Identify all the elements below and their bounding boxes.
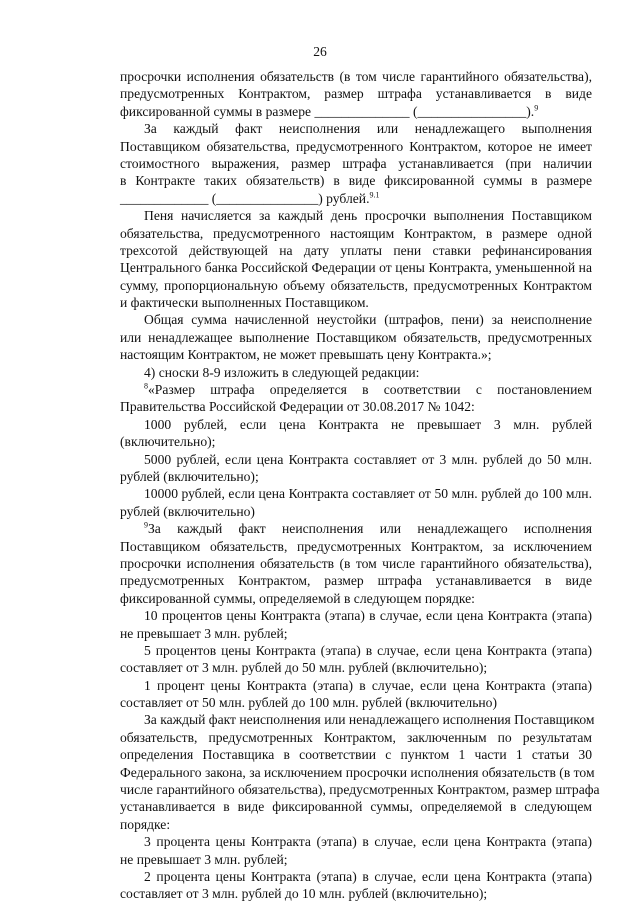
line-text: и фактически выполненных Поставщиком. <box>120 295 369 311</box>
text-line <box>120 485 592 502</box>
line-text: Пеня начисляется за каждый день просрочки выполнения Поставщиком <box>144 208 592 224</box>
line-text: 3 процента цены Контракта (этапа) в случае, если цена Контракта (этапа) <box>144 834 592 850</box>
line-text: сумму, пропорциональную объему обязательств, предусмотренных Контрактом <box>120 277 592 293</box>
line-text: Поставщиком обязательств, предусмотренных Контрактом, за исключением <box>120 538 592 554</box>
line-text: Поставщиком обязательства, предусмотренного Контрактом, которое не имеет <box>120 138 592 154</box>
text-line <box>120 851 592 868</box>
line-text: числе гарантийного обязательства), предусмотренных Контрактом, размер штрафа <box>120 782 600 798</box>
line-text: 10000 рублей, если цена Контракта составляет от 50 млн. рублей до 100 млн. <box>144 486 592 502</box>
line-text: составляет от 3 млн. рублей до 10 млн. рублей (включительно); <box>120 886 488 902</box>
text-line <box>120 364 592 381</box>
line-text: фиксированной суммы, определяемой в следующем порядке: <box>120 590 475 606</box>
line-text: За каждый факт неисполнения или ненадлежащего выполнения <box>144 121 592 137</box>
text-line <box>120 346 592 363</box>
text-line <box>120 503 592 520</box>
text-line <box>120 155 592 172</box>
text-line <box>120 816 592 833</box>
line-text: составляет от 3 млн. рублей до 50 млн. рублей (включительно); <box>120 660 488 676</box>
line-text: рублей (включительно) <box>120 503 255 519</box>
footnote-marker: 8 <box>144 381 148 391</box>
text-line <box>120 572 592 589</box>
line-text: 1000 рублей, если цена Контракта не превышает 3 млн. рублей <box>144 416 592 432</box>
text-line <box>120 798 592 815</box>
text-line <box>120 329 592 346</box>
text-line <box>120 711 595 728</box>
line-text: просрочки исполнения обязательств (в том числе гарантийного обязательства), <box>120 555 592 571</box>
text-line <box>120 868 592 885</box>
line-text: стоимостного выражения, размер штрафа устанавливается (при наличии <box>120 155 592 171</box>
text-line <box>120 433 592 450</box>
text-line <box>120 764 595 781</box>
line-text: рублей (включительно); <box>120 468 259 484</box>
text-line <box>120 659 592 676</box>
text-line <box>120 398 592 415</box>
text-line <box>120 607 592 624</box>
line-text: 4) сноски 8-9 изложить в следующей редакции: <box>144 364 420 380</box>
line-text: не превышает 3 млн. рублей; <box>120 625 288 641</box>
text-line <box>120 694 592 711</box>
text-line <box>120 555 592 572</box>
text-line <box>120 538 592 555</box>
text-line <box>120 138 592 155</box>
line-text: (включительно); <box>120 434 216 450</box>
line-text: 5000 рублей, если цена Контракта составляет от 3 млн. рублей до 50 млн. <box>144 451 592 467</box>
text-line <box>120 381 592 398</box>
text-line <box>120 677 592 694</box>
text-line <box>120 781 600 798</box>
text-line <box>120 242 592 259</box>
text-line <box>120 68 592 85</box>
document-body <box>120 68 600 903</box>
line-text: «Размер штрафа определяется в соответствии с постановлением <box>148 382 592 398</box>
line-text: определения Поставщика в соответствии с пунктом 1 части 1 статьи 30 <box>120 747 592 763</box>
line-text: 1 процент цены Контракта (этапа) в случае, если цена Контракта (этапа) <box>144 677 592 693</box>
line-text: обязательств, предусмотренных Контрактом, заключенным по результатам <box>120 729 592 745</box>
text-line <box>120 416 592 433</box>
line-text: составляет от 50 млн. рублей до 100 млн. рублей (включительно) <box>120 695 498 711</box>
text-line <box>120 120 592 137</box>
line-text: 10 процентов цены Контракта (этапа) в случае, если цена Контракта (этапа) <box>144 608 592 624</box>
line-text: или ненадлежащее выполнение Поставщиком обязательств, предусмотренных <box>120 329 592 345</box>
line-text: 5 процентов цены Контракта (этапа) в случае, если цена Контракта (этапа) <box>144 642 592 658</box>
text-line <box>120 85 592 102</box>
line-text: не превышает 3 млн. рублей; <box>120 851 288 867</box>
line-text: Правительства Российской Федерации от 30.08.2017 № 1042: <box>120 399 475 415</box>
text-line <box>120 311 592 328</box>
line-text: 2 процента цены Контракта (этапа) в случае, если цена Контракта (этапа) <box>144 868 592 884</box>
page-number: 26 <box>313 44 327 59</box>
footnote-marker: 9 <box>144 520 148 530</box>
text-line <box>120 625 592 642</box>
line-text: Общая сумма начисленной неустойки (штрафов, пени) за неисполнение <box>144 312 592 328</box>
line-text: Центрального банка Российской Федерации от цены Контракта, уменьшенной на <box>120 260 592 276</box>
text-line <box>120 190 592 207</box>
text-line <box>120 885 592 902</box>
text-line <box>120 520 592 537</box>
text-line <box>120 259 592 276</box>
text-line <box>120 642 592 659</box>
text-line <box>120 833 592 850</box>
text-line <box>120 103 592 120</box>
line-text: устанавливается в виде фиксированной суммы, определяемой в следующем <box>120 799 592 815</box>
line-text: Федерального закона, за исключением просрочки исполнения обязательств (в том <box>120 764 595 780</box>
footnote-reference: 9.1 <box>369 190 380 200</box>
text-line <box>120 746 592 763</box>
line-text: предусмотренных Контрактом, размер штрафа устанавливается в виде <box>120 86 592 102</box>
line-text: За каждый факт неисполнения или ненадлежащего исполнения <box>148 521 592 537</box>
text-line <box>120 729 592 746</box>
text-line <box>120 590 592 607</box>
line-text: в Контракте таких обязательств) в виде фиксированной суммы в размере <box>120 173 592 189</box>
text-line <box>120 294 592 311</box>
line-text: фиксированной суммы в размере ______________ (________________). <box>120 103 535 119</box>
line-text: настоящим Контрактом, не может превышать цену Контракта.»; <box>120 347 492 363</box>
line-text: предусмотренных Контрактом, размер штрафа устанавливается в виде <box>120 573 592 589</box>
text-line <box>120 225 592 242</box>
text-line <box>120 277 592 294</box>
text-line <box>120 172 592 189</box>
line-text: порядке: <box>120 816 171 832</box>
line-text: За каждый факт неисполнения или ненадлежащего исполнения Поставщиком <box>144 712 595 728</box>
footnote-reference: 9 <box>534 103 539 113</box>
line-text: просрочки исполнения обязательств (в том числе гарантийного обязательства), <box>120 69 592 84</box>
text-line <box>120 451 592 468</box>
line-text: обязательства, предусмотренного настоящим Контрактом, в размере одной <box>120 225 592 241</box>
text-line <box>120 468 592 485</box>
line-text: _____________ (_______________) рублей. <box>120 190 370 206</box>
line-text: трехсотой действующей на дату уплаты пени ставки рефинансирования <box>120 242 592 258</box>
text-line <box>120 207 592 224</box>
